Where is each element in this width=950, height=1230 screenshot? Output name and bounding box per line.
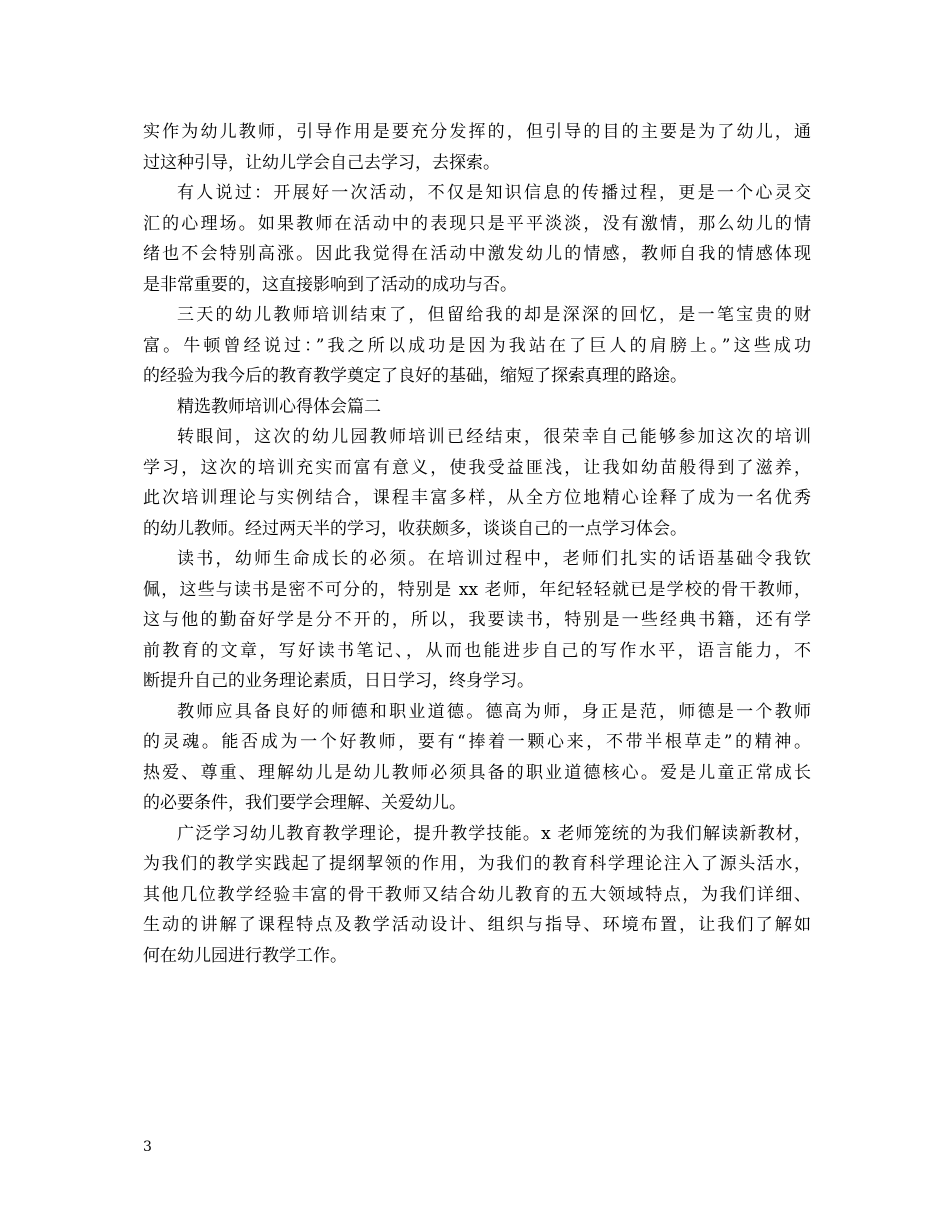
paragraph [143, 697, 811, 819]
paragraph [143, 117, 811, 178]
page-number: 3 [143, 1139, 152, 1155]
paragraph-line: 这与他的勤奋好学是分不开的，所以，我要读书，特别是一些经典书籍，还有学 [143, 610, 811, 630]
paragraph-line: 教师应具备良好的师德和职业道德。德高为师，身正是范，师德是一个教师 [177, 701, 811, 722]
paragraph-line: 是非常重要的，这直接影响到了活动的成功与否。 [143, 274, 517, 295]
paragraph [143, 178, 811, 300]
paragraph-line: 为我们的教学实践起了提纲挈领的作用，为我们的教育科学理论注入了源头活水， [143, 854, 811, 874]
paragraph-line: 佩，这些与读书是密不可分的，特别是 xx 老师，年纪轻轻就已是学校的骨干教师， [143, 579, 811, 600]
paragraph-line: 前教育的文章，写好读书笔记、，从而也能进步自己的写作水平，语言能力，不 [143, 640, 811, 661]
paragraph-line: 精选教师培训心得体会篇二 [177, 396, 381, 417]
paragraph [143, 544, 811, 697]
paragraph-line: 过这种引导，让幼儿学会自己去学习，去探索。 [143, 152, 500, 173]
paragraph-line: 读书，幼师生命成长的必须。在培训过程中，老师们扎实的话语基础令我钦 [177, 549, 811, 569]
paragraph [143, 300, 811, 392]
paragraph-line: 绪也不会特别高涨。因此我觉得在活动中激发幼儿的情感，教师自我的情感体现 [143, 244, 811, 264]
paragraph-line: 学习，这次的培训充实而富有意义，使我受益匪浅，让我如幼苗般得到了滋养， [143, 457, 811, 478]
paragraph-line: 三天的幼儿教师培训结束了，但留给我的却是深深的回忆，是一笔宝贵的财 [177, 305, 811, 325]
paragraph-line: 何在幼儿园进行教学工作。 [143, 945, 347, 966]
paragraph-line: 有人说过：开展好一次活动，不仅是知识信息的传播过程，更是一个心灵交 [177, 183, 811, 203]
paragraph-line: 的必要条件，我们要学会理解、关爱幼儿。 [143, 793, 466, 813]
paragraph-line: 生动的讲解了课程特点及教学活动设计、组织与指导、环境布置，让我们了解如 [143, 915, 811, 935]
paragraph-line: 实作为幼儿教师，引导作用是要充分发挥的，但引导的目的主要是为了幼儿，通 [143, 122, 811, 142]
paragraph [143, 819, 811, 972]
paragraph-line: 的经验为我今后的教育教学奠定了良好的基础，缩短了探索真理的路途。 [143, 366, 687, 386]
paragraph-line: 的灵魂。能否成为一个好教师，要有“捧着一颗心来，不带半根草走”的精神。 [143, 732, 811, 752]
paragraph [143, 422, 811, 544]
paragraph-line: 广泛学习幼儿教育教学理论，提升教学技能。x 老师笼统的为我们解读新教材， [177, 823, 811, 844]
paragraph-line: 转眼间，这次的幼儿园教师培训已经结束，很荣幸自己能够参加这次的培训 [177, 427, 811, 447]
paragraph-line: 的幼儿教师。经过两天半的学习，收获颇多，谈谈自己的一点学习体会。 [143, 518, 687, 539]
document-body [143, 117, 811, 971]
paragraph-line: 热爱、尊重、理解幼儿是幼儿教师必须具备的职业道德核心。爱是儿童正常成长 [143, 762, 811, 783]
paragraph-line: 汇的心理场。如果教师在活动中的表现只是平平淡淡，没有激情，那么幼儿的情 [143, 213, 811, 234]
paragraph-line: 此次培训理论与实例结合，课程丰富多样，从全方位地精心诠释了成为一名优秀 [143, 488, 811, 508]
paragraph-line: 断提升自己的业务理论素质，日日学习，终身学习。 [143, 671, 534, 691]
paragraph-line: 富。牛顿曾经说过：”我之所以成功是因为我站在了巨人的肩膀上。”这些成功 [143, 335, 811, 356]
paragraph-line: 其他几位教学经验丰富的骨干教师又结合幼儿教育的五大领域特点，为我们详细、 [143, 884, 811, 905]
paragraph [143, 392, 811, 423]
